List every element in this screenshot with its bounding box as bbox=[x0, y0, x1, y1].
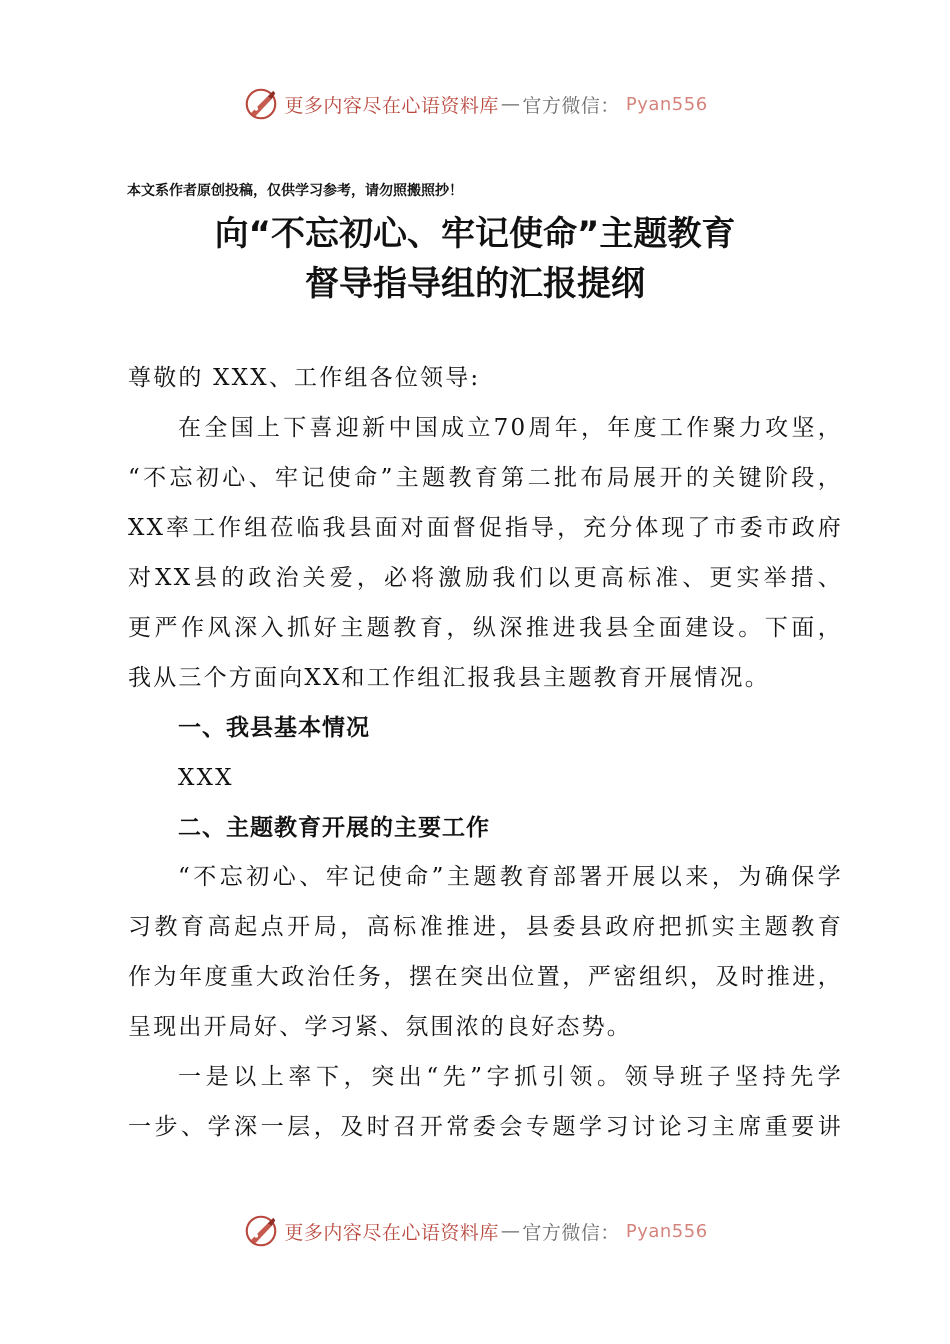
section-heading-2: 二、主题教育开展的主要工作 bbox=[178, 815, 490, 841]
paragraph-line: 更严作风深入抓好主题教育，纵深推进我县全面建设。下面， bbox=[128, 615, 843, 641]
watermark-brand-text: 更多内容尽在心语资料库 bbox=[284, 1221, 499, 1244]
watermark-banner-bottom bbox=[0, 1211, 950, 1251]
paragraph-line: 一是以上率下，突出“先”字抓引领。领导班子坚持先学 bbox=[178, 1064, 843, 1090]
paragraph-line: 我从三个方面向XX和工作组汇报我县主题教育开展情况。 bbox=[128, 665, 770, 691]
section-placeholder: XXX bbox=[178, 765, 234, 791]
watermark-brand-text: 更多内容尽在心语资料库 bbox=[284, 94, 499, 117]
paragraph-line: 作为年度重大政治任务，摆在突出位置，严密组织，及时推进， bbox=[128, 964, 843, 990]
paragraph-line: “不忘初心、牢记使命”主题教育第二批布局展开的关键阶段， bbox=[128, 465, 843, 491]
watermark-separator: — bbox=[500, 93, 521, 115]
watermark-official-label: 官方微信： bbox=[522, 1221, 620, 1244]
section-heading-1: 一、我县基本情况 bbox=[178, 715, 370, 741]
watermark-separator: — bbox=[500, 1220, 521, 1242]
pen-nib-logo-icon bbox=[242, 85, 280, 123]
pen-nib-logo-icon bbox=[242, 1212, 280, 1250]
paragraph-line: 在全国上下喜迎新中国成立70周年，年度工作聚力攻坚， bbox=[178, 415, 843, 441]
paragraph-line: 对XX县的政治关爱，必将激励我们以更高标准、更实举措、 bbox=[128, 565, 843, 591]
copyright-notice: 本文系作者原创投稿，仅供学习参考，请勿照搬照抄！ bbox=[127, 183, 463, 199]
salutation: 尊敬的 XXX、工作组各位领导: bbox=[128, 365, 481, 391]
paragraph-line: 习教育高起点开局，高标准推进，县委县政府把抓实主题教育 bbox=[128, 914, 843, 940]
watermark-official-label: 官方微信： bbox=[522, 94, 620, 117]
paragraph-line: “不忘初心、牢记使命”主题教育部署开展以来，为确保学 bbox=[178, 864, 843, 890]
paragraph-line: XX率工作组莅临我县面对面督促指导，充分体现了市委市政府 bbox=[128, 515, 843, 541]
watermark-banner-top bbox=[0, 84, 950, 124]
paragraph-line: 一步、学深一层，及时召开常委会专题学习讨论习主席重要讲 bbox=[128, 1114, 843, 1140]
paragraph-line: 呈现出开局好、学习紧、氛围浓的良好态势。 bbox=[128, 1014, 632, 1040]
document-title-line-1: 向“不忘初心、牢记使命”主题教育 bbox=[214, 214, 736, 254]
watermark-wechat-id: Pyan556 bbox=[625, 1220, 708, 1242]
watermark-wechat-id: Pyan556 bbox=[625, 93, 708, 115]
document-title-line-2: 督导指导组的汇报提纲 bbox=[305, 264, 645, 304]
